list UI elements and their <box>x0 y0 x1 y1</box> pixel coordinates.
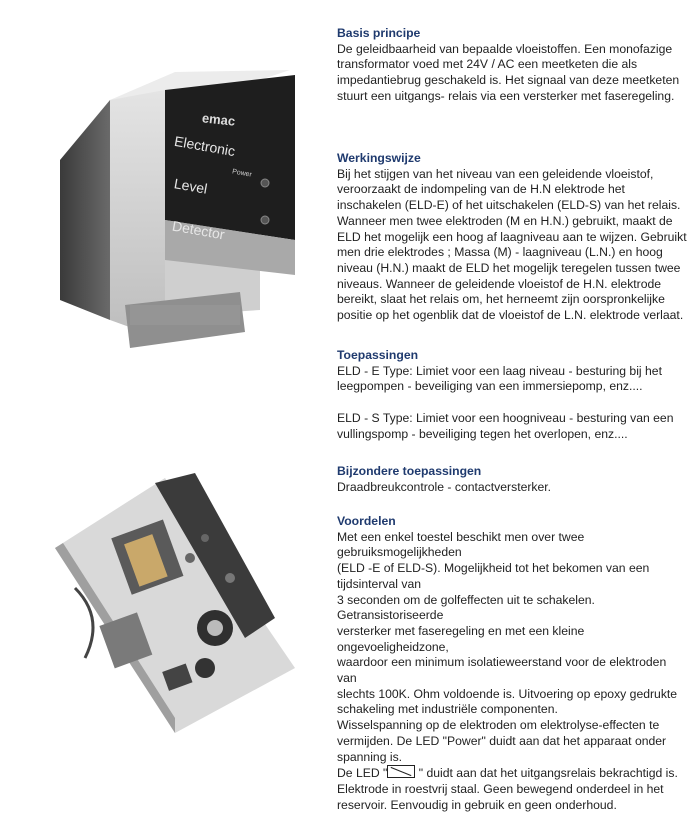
text-line: De geleidbaarheid van bepaalde vloeistoffen. Een monofazige <box>337 41 673 56</box>
text-line: ELD - S Type: Limiet voor een hoogniveau - besturing van een <box>337 410 674 425</box>
section-bijzondere-toepassingen <box>337 464 695 495</box>
device-label-detector: Detector <box>171 217 226 243</box>
text-line: waardoor een minimum isolatieweerstand voor de elektroden <box>337 655 667 670</box>
led-suffix: " duidt aan dat het uitgangsrelais bekrachtigd is. <box>415 766 678 781</box>
text-line: vullingspomp - beveiliging tegen het overlopen, enz.... <box>337 426 628 441</box>
text-line: van <box>337 671 357 686</box>
led-relay-line <box>337 765 695 782</box>
text-line: Met een enkel toestel beschikt men over twee <box>337 529 585 544</box>
text-line: leegpompen - beveiliging van een immersiepomp, enz.... <box>337 379 643 394</box>
section-title: Basis principe <box>337 26 421 40</box>
section-title: Toepassingen <box>337 348 419 362</box>
text-line: niveau (H.N.) maakt de ELD het mogelijk teregelen tussen twee <box>337 260 681 275</box>
text-line: positie op het ogenblik dat de vloeistof de L.N. elektrode verlaat. <box>337 308 684 323</box>
text-line: transformator voed met 24V / AC een meetketen die als <box>337 57 638 72</box>
text-line: ELD het mogelijk een hoog af laagniveau aan te wijzen. Gebruikt <box>337 229 687 244</box>
text-line: (ELD -E of ELD-S). Mogelijkheid tot het bekomen van een <box>337 561 650 576</box>
text-line: bereikt, slaat het relais om, het herneemt zijn oorspronkelijke <box>337 292 665 307</box>
device-photo <box>40 70 300 360</box>
section-toepassingen <box>337 348 695 442</box>
text-line: tijdsinterval van <box>337 576 421 591</box>
text-line: schakeling met industriële componenten. <box>337 702 558 717</box>
led-prefix: De LED " <box>337 766 388 781</box>
text-line: impedantiebrug geschakeld is. Het signaal van deze meetketen <box>337 73 680 88</box>
section-voordelen <box>337 514 695 813</box>
text-line: ongevoeligheidzone, <box>337 639 449 654</box>
section-title: Voordelen <box>337 514 396 528</box>
section-title: Bijzondere toepassingen <box>337 464 482 478</box>
text-line: Draadbreukcontrole - contactversterker. <box>337 479 552 494</box>
text-line: niveaus. Wanneer de geleidende vloeistof de H.N. elektrode <box>337 276 662 291</box>
device-label-electronic: Electronic <box>173 132 237 160</box>
text-line: spanning is. <box>337 749 403 764</box>
text-line: Getransistoriseerde <box>337 608 444 623</box>
text-line: slechts 100K. Ohm voldoende is. Uitvoering op epoxy gedrukte <box>337 686 678 701</box>
section-basis-principe <box>337 26 695 105</box>
text-line: Elektrode in roestvrij staal. Geen bewegend onderdeel in het <box>337 781 664 796</box>
text-line: vermijden. De LED "Power" duidt aan dat het apparaat onder <box>337 733 667 748</box>
section-title: Werkingswijze <box>337 151 421 165</box>
text-line: Bij het stijgen van het niveau van een geleidende vloeistof, <box>337 166 654 181</box>
section-werkingswijze <box>337 151 695 324</box>
text-line: veroorzaakt de indompeling van de H.N elektrode het <box>337 182 625 197</box>
text-line: Wanneer men twee elektroden (M en H.N.) gebruikt, maakt de <box>337 213 673 228</box>
device-brand: emac <box>201 110 236 129</box>
circuit-board-photo <box>45 468 305 738</box>
device-power-label: Power <box>231 168 253 179</box>
text-line: Wisselspanning op de elektroden om elektrolyse-effecten te <box>337 718 660 733</box>
text-line: ELD - E Type: Limiet voor een laag niveau - besturing bij het <box>337 363 662 378</box>
text-line: gebruiksmogelijkheden <box>337 545 462 560</box>
text-line: stuurt een uitgangs- relais via een versterker met faseregeling. <box>337 88 675 103</box>
text-line: reservoir. Eenvoudig in gebruik en geen onderhoud. <box>337 797 617 812</box>
text-line: inschakelen (ELD-E) of het uitschakelen (ELD-S) van het relais. <box>337 198 681 213</box>
relay-led-icon <box>387 765 415 778</box>
text-line: men drie elektrodes ; Massa (M) - laagniveau (L.N.) en hoog <box>337 245 663 260</box>
text-line: 3 seconden om de golfeffecten uit te schakelen. <box>337 592 595 607</box>
spacer <box>337 395 695 411</box>
text-line: versterker met faseregeling en met een kleine <box>337 623 585 638</box>
device-label-level: Level <box>172 175 209 197</box>
